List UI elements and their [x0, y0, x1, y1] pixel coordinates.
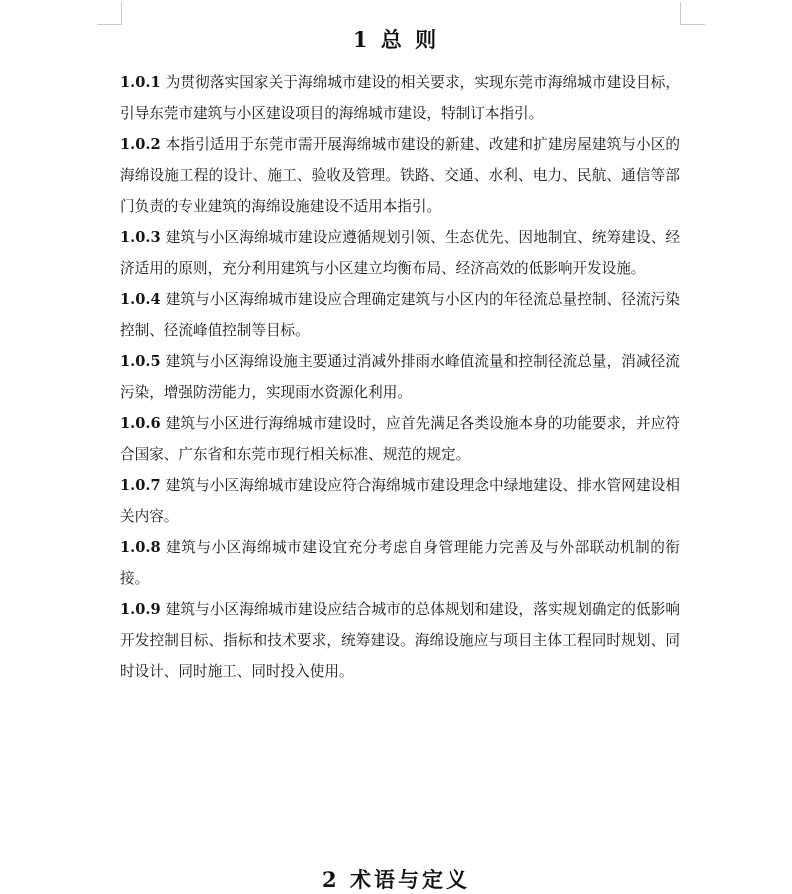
- clause-number: 1.0.6: [120, 415, 161, 432]
- chapter-title: 1 总 则: [352, 27, 440, 52]
- clause: [120, 408, 680, 470]
- clause-number: 1.0.9: [120, 601, 161, 618]
- crop-mark-top-left: [97, 2, 122, 25]
- clause-number: 1.0.4: [120, 291, 161, 308]
- clause: [120, 470, 680, 532]
- clause-number: 1.0.2: [120, 136, 161, 153]
- clause: [120, 594, 680, 687]
- clause: [120, 284, 680, 346]
- clause-number: 1.0.7: [120, 477, 161, 494]
- next-chapter-title: 2 术语与定义: [322, 867, 470, 892]
- clause-text: 建筑与小区海绵城市建设应合理确定建筑与小区内的年径流总量控制、径流污染控制、径流峰值控制等目标。: [120, 291, 680, 339]
- clause-text: 建筑与小区海绵城市建设应遵循规划引领、生态优先、因地制宜、统筹建设、经济适用的原则，充分利用建筑与小区建立均衡布局、经济高效的低影响开发设施。: [120, 229, 680, 277]
- clause: [120, 222, 680, 284]
- clause-text: 建筑与小区海绵设施主要通过消减外排雨水峰值流量和控制径流总量，消减径流污染，增强防涝能力，实现雨水资源化利用。: [120, 353, 680, 401]
- clause-number: 1.0.8: [120, 539, 161, 556]
- clause-text: 为贯彻落实国家关于海绵城市建设的相关要求，实现东莞市海绵城市建设目标，引导东莞市建筑与小区建设项目的海绵城市建设，特制订本指引。: [120, 74, 680, 122]
- clause-text: 建筑与小区海绵城市建设应符合海绵城市建设理念中绿地建设、排水管网建设相关内容。: [120, 477, 680, 525]
- clause-text: 建筑与小区进行海绵城市建设时，应首先满足各类设施本身的功能要求，并应符合国家、广东省和东莞市现行相关标准、规范的规定。: [120, 415, 680, 463]
- clause-text: 本指引适用于东莞市需开展海绵城市建设的新建、改建和扩建房屋建筑与小区的海绵设施工程的设计、施工、验收及管理。铁路、交通、水利、电力、民航、通信等部门负责的专业建筑的海绵设施建设不适用本指引。: [120, 136, 680, 215]
- clause: [120, 532, 680, 594]
- chapter-body: [120, 67, 680, 687]
- clause-number: 1.0.1: [120, 74, 161, 91]
- clause-number: 1.0.3: [120, 229, 161, 246]
- crop-mark-top-right: [680, 2, 705, 25]
- clause: [120, 129, 680, 222]
- clause: [120, 346, 680, 408]
- clause: [120, 67, 680, 129]
- clause-text: 建筑与小区海绵城市建设宜充分考虑自身管理能力完善及与外部联动机制的衔接。: [120, 539, 680, 587]
- clause-text: 建筑与小区海绵城市建设应结合城市的总体规划和建设，落实规划确定的低影响开发控制目标、指标和技术要求，统筹建设。海绵设施应与项目主体工程同时规划、同时设计、同时施工、同时投入使用。: [120, 601, 680, 680]
- clause-number: 1.0.5: [120, 353, 161, 370]
